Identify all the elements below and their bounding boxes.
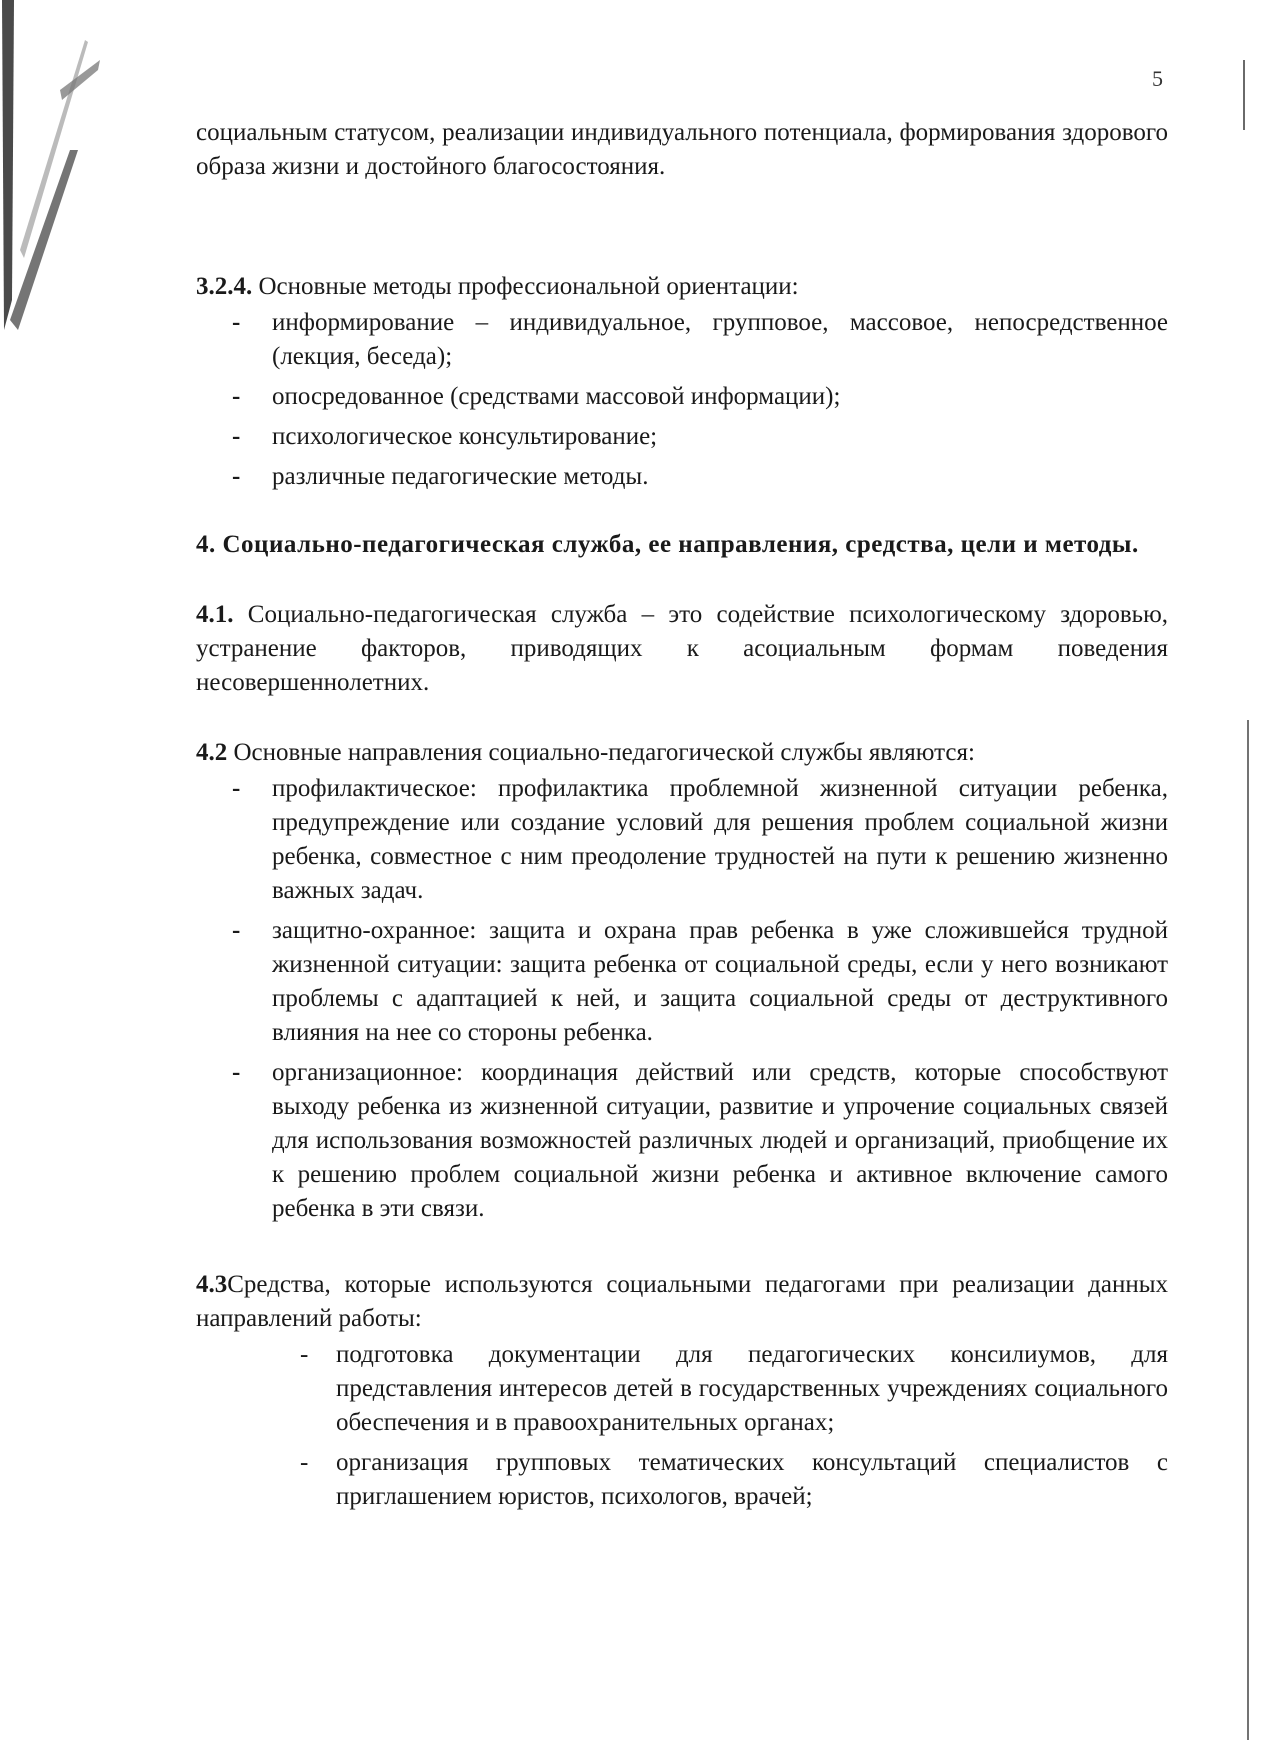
directions-list [196,772,1168,1226]
section-4-heading: 4. Социально-педагогическая служба, ее направления, средства, цели и методы. [196,531,1139,558]
section-title: Средства, которые используются социальными педагогами при реализации данных направлений работы: [196,1271,1168,1332]
methods-list [196,306,1168,494]
section-number: 4.2 [196,739,228,766]
section-4-3-title [196,1268,1168,1336]
section-title: Основные направления социально-педагогической службы являются: [233,739,975,766]
list-item: - профилактическое: профилактика проблемной жизненной ситуации ребенка, предупреждение или создание условий для решения проблем социальной жизни ребенка, совместное с ним преодоление трудностей на пути к решению жизненно важных задач. [272,772,1168,908]
section-number: 3.2.4. [196,273,253,300]
section-text: Социально-педагогическая служба – это содействие психологическому здоровью, устранение факторов, приводящих к асоциальным формам поведения несовершеннолетних. [196,601,1168,696]
section-title: Основные методы профессиональной ориентации: [258,273,799,300]
list-item: - психологическое консультирование; [272,420,1168,454]
page-number: 5 [1152,66,1163,91]
means-list [196,1338,1168,1514]
intro-paragraph: социальным статусом, реализации индивидуального потенциала, формирования здорового образа жизни и достойного благосостояния. [196,119,1168,180]
list-item: - организационное: координация действий или средств, которые способствуют выходу ребенка из жизненной ситуации, развитие и упрочение социальных связей для использования возможностей различных людей и организаций, приобщение их к решению проблем социальной жизни ребенка и активное включение самого ребенка в эти связи. [272,1056,1168,1226]
list-item: - организация групповых тематических консультаций специалистов с приглашением юристов, психологов, врачей; [336,1446,1168,1514]
list-item: - подготовка документации для педагогических консилиумов, для представления интересов детей в государственных учреждениях социального обеспечения и в правоохранительных органах; [336,1338,1168,1440]
section-number: 4.3 [196,1271,228,1298]
document-body [196,116,1168,1520]
list-item: - различные педагогические методы. [272,460,1168,494]
section-3-2-4-title [196,270,1168,304]
scan-artifact-left [0,0,120,340]
scan-artifact-right-top [1243,60,1245,130]
list-item: - опосредованное (средствами массовой информации); [272,380,1168,414]
section-number: 4.1. [196,601,234,628]
list-item: - защитно-охранное: защита и охрана прав ребенка в уже сложившейся трудной жизненной ситуации: защита ребенка от социальной среды, если у него возникают проблемы с адаптацией к ней, и защита социальной среды от деструктивного влияния на нее со стороны ребенка. [272,914,1168,1050]
scan-artifact-right-edge [1247,720,1249,1740]
section-4-1-paragraph [196,598,1168,700]
list-item: - информирование – индивидуальное, групповое, массовое, непосредственное (лекция, беседа); [272,306,1168,374]
section-4-2-title [196,736,1168,770]
